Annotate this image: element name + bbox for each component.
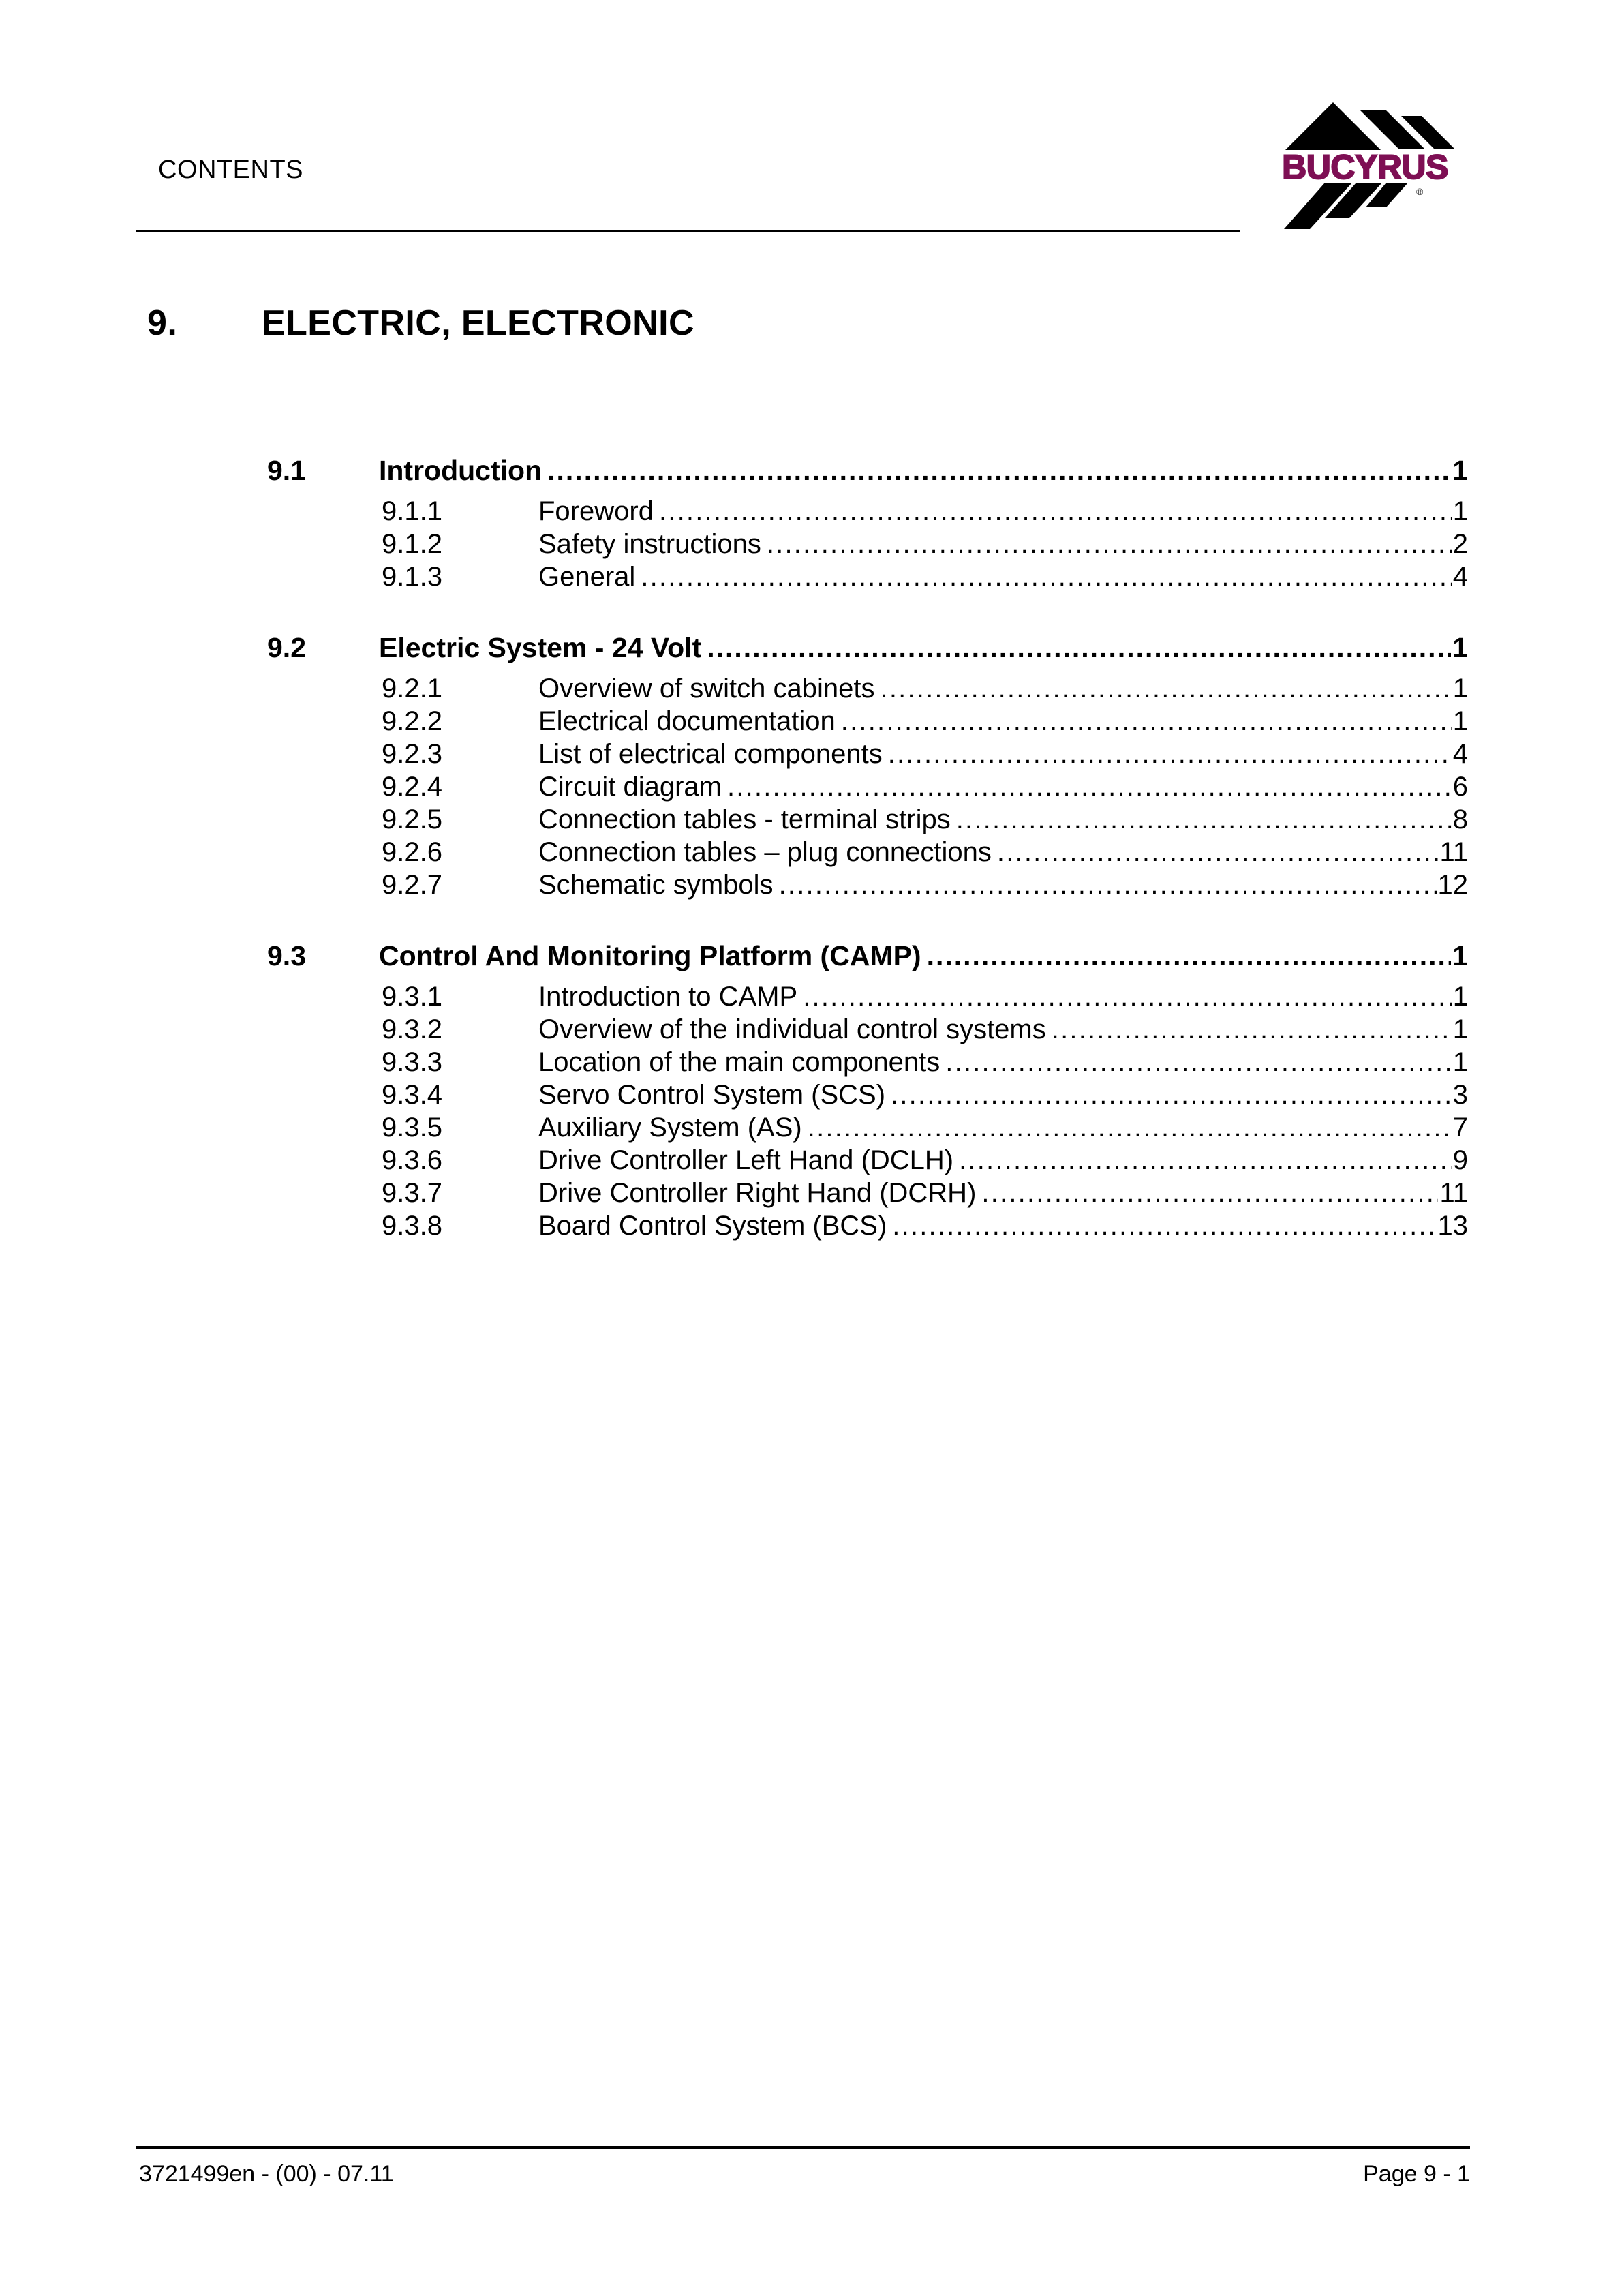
toc-entry-title: Overview of switch cabinets <box>538 674 875 704</box>
bucyrus-logo <box>1253 95 1478 235</box>
toc-entry-title: Servo Control System (SCS) <box>538 1080 886 1110</box>
toc-entry-number: 9.2 <box>267 632 306 663</box>
toc-entry-number: 9.2.5 <box>382 804 442 834</box>
toc-entry-title: Electric System - 24 Volt <box>379 632 702 663</box>
toc-entry-number: 9.2.7 <box>382 870 442 900</box>
toc-entry-number: 9.3.3 <box>382 1047 442 1077</box>
page-title <box>147 305 694 341</box>
toc-entry-number: 9.3 <box>267 940 306 971</box>
chapter-title-text: ELECTRIC, ELECTRONIC <box>262 303 694 343</box>
toc-entry-page-number: 1 <box>1452 455 1468 486</box>
toc-entry-page-number: 1 <box>1452 1014 1468 1044</box>
toc-entry-number: 9.1.3 <box>382 562 442 592</box>
toc-entry-number: 9.3.4 <box>382 1080 442 1110</box>
toc-dot-leader <box>808 1113 1452 1143</box>
toc-entry-title: Location of the main components <box>538 1047 940 1077</box>
toc-entry-title: Schematic symbols <box>538 870 774 900</box>
toc-entry-page-number: 9 <box>1452 1145 1468 1175</box>
toc-dot-leader <box>841 706 1452 737</box>
toc-entry-number: 9.3.5 <box>382 1113 442 1143</box>
toc-entry-title: Electrical documentation <box>538 706 836 736</box>
toc-dot-leader <box>727 772 1452 802</box>
toc-entry-page-number: 1 <box>1452 940 1468 971</box>
toc-entry-number: 9.2.4 <box>382 772 442 802</box>
header-divider-rule <box>136 230 1240 232</box>
toc-entry-title: Foreword <box>538 496 654 526</box>
toc-entry-title: Board Control System (BCS) <box>538 1211 887 1241</box>
toc-entry-page-number: 1 <box>1452 496 1468 526</box>
toc-entry-title: Connection tables - terminal strips <box>538 804 951 834</box>
toc-entry-number: 9.3.1 <box>382 982 442 1012</box>
footer-page-label: Page 9 - 1 <box>1363 2161 1470 2187</box>
toc-entry-page-number: 1 <box>1452 706 1468 736</box>
toc-entry-number: 9.3.6 <box>382 1145 442 1175</box>
toc-dot-leader <box>779 870 1437 901</box>
toc-dot-leader <box>881 674 1452 704</box>
registered-trademark-icon: ® <box>1416 186 1424 197</box>
toc-entry-title: Control And Monitoring Platform (CAMP) <box>379 940 921 971</box>
toc-entry-page-number: 1 <box>1452 982 1468 1012</box>
toc-dot-leader <box>641 562 1451 592</box>
toc-entry-number: 9.3.2 <box>382 1014 442 1044</box>
toc-dot-leader <box>891 1080 1452 1111</box>
toc-entry-number: 9.2.6 <box>382 837 442 867</box>
footer-document-id: 3721499en - (00) - 07.11 <box>139 2161 394 2187</box>
toc-entry-number: 9.1.2 <box>382 529 442 559</box>
logo-wordmark: BUCYRUS <box>1282 148 1448 186</box>
toc-entry-title: General <box>538 562 636 592</box>
toc-entry-title: List of electrical components <box>538 739 883 769</box>
toc-dot-leader <box>945 1047 1451 1078</box>
toc-dot-leader <box>959 1145 1452 1176</box>
toc-entry-number: 9.3.7 <box>382 1178 442 1208</box>
toc-entry-page-number: 1 <box>1452 632 1468 663</box>
toc-entry-number: 9.3.8 <box>382 1211 442 1241</box>
toc-entry-title: Introduction <box>379 455 542 486</box>
toc-dot-leader <box>547 455 1451 487</box>
toc-dot-leader <box>997 837 1439 868</box>
toc-entry-title: Drive Controller Right Hand (DCRH) <box>538 1178 977 1208</box>
toc-entry-page-number: 7 <box>1452 1113 1468 1143</box>
toc-dot-leader <box>956 804 1452 835</box>
toc-entry-page-number: 4 <box>1452 562 1468 592</box>
toc-entry-number: 9.1.1 <box>382 496 442 526</box>
toc-entry-title: Connection tables – plug connections <box>538 837 992 867</box>
toc-dot-leader <box>1052 1014 1452 1045</box>
toc-dot-leader <box>892 1211 1436 1241</box>
chapter-number: 9. <box>147 303 178 343</box>
toc-entry-page-number: 2 <box>1452 529 1468 559</box>
toc-entry-page-number: 13 <box>1437 1211 1468 1241</box>
toc-entry-title: Auxiliary System (AS) <box>538 1113 802 1143</box>
toc-dot-leader <box>927 940 1452 972</box>
toc-entry-title: Drive Controller Left Hand (DCLH) <box>538 1145 954 1175</box>
toc-entry-page-number: 4 <box>1452 739 1468 769</box>
toc-entry-number: 9.2.1 <box>382 674 442 704</box>
toc-entry-page-number: 1 <box>1452 674 1468 704</box>
toc-entry-page-number: 3 <box>1452 1080 1468 1110</box>
toc-entry-title: Introduction to CAMP <box>538 982 798 1012</box>
toc-entry-title: Overview of the individual control systems <box>538 1014 1046 1044</box>
toc-dot-leader <box>888 739 1452 770</box>
toc-dot-leader <box>659 496 1452 527</box>
toc-entry-title: Circuit diagram <box>538 772 722 802</box>
toc-dot-leader <box>707 632 1451 664</box>
toc-dot-leader <box>803 982 1452 1012</box>
toc-entry-number: 9.2.3 <box>382 739 442 769</box>
header-contents-label: CONTENTS <box>158 155 303 184</box>
toc-entry-number: 9.1 <box>267 455 306 486</box>
toc-entry-page-number: 12 <box>1437 870 1468 900</box>
toc-entry-number: 9.2.2 <box>382 706 442 736</box>
toc-dot-leader <box>981 1178 1438 1209</box>
toc-dot-leader <box>767 529 1452 560</box>
toc-entry-page-number: 8 <box>1452 804 1468 834</box>
toc-entry-page-number: 1 <box>1452 1047 1468 1077</box>
toc-entry-page-number: 11 <box>1439 1178 1468 1208</box>
footer-divider-rule <box>136 2146 1470 2149</box>
toc-entry-title: Safety instructions <box>538 529 761 559</box>
toc-entry-page-number: 11 <box>1439 837 1468 867</box>
toc-entry-page-number: 6 <box>1452 772 1468 802</box>
